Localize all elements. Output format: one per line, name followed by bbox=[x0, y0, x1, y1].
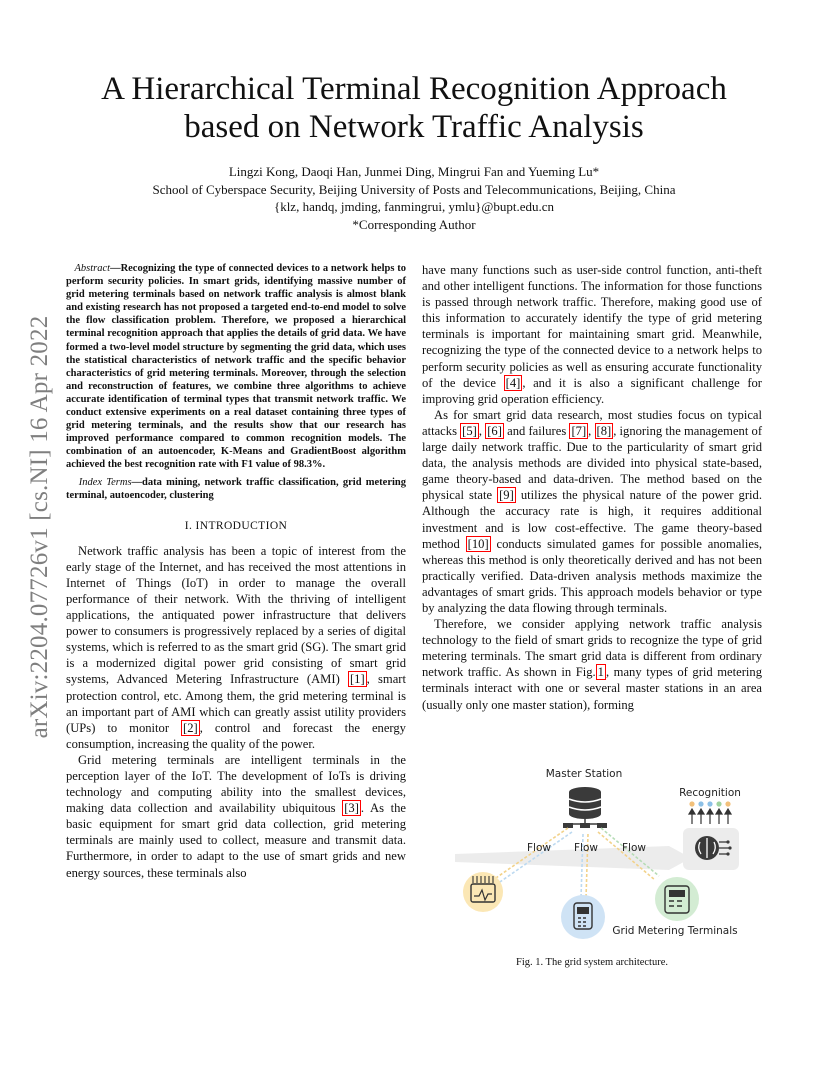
citation-link[interactable]: [8] bbox=[596, 423, 612, 438]
paragraph: Network traffic analysis has been a topic of interest from the early stage of the Internet, and has received the most attentions in Internet of Things (IoT) in order to manage the overall performance of their network. With the thriving of intelligent applications, the antiquated power infrastructure that delivers power to consumers is progressively replaced by a series of digital systems, which is referred to as the smart grid (SG). The smart grid is a modernized digital power grid consisting of smart grid systems, Advanced Metering Infrastructure (AMI) [1] , smart protection control, etc. Among them, the grid metering terminal is an important part of AMI which can greatly assist utility providers (UPs) to monitor [2] , control and forecast the energy consumption, increasing the quality of the power. bbox=[66, 543, 407, 751]
index-terms bbox=[66, 476, 406, 502]
recognition-dots bbox=[689, 801, 730, 806]
author-names: Lingzi Kong, Daoqi Han, Junmei Ding, Mingrui Fan and Yueming Lu* bbox=[228, 164, 600, 179]
paragraph: have many functions such as user-side control function, anti-theft and other intelligent functions. The information for those functions is passed through network traffic. Therefore, making good use of this information to accurately identify the type of grid metering terminals is important for maintaining smart grid. Meanwhile, recognizing the type of the connected device to a network helps to perform security policies as well as ensuring accurate functionality of the device [4] , and it is also a significant challenge for improving grid operation efficiency. bbox=[422, 263, 763, 406]
terminal-meter-icon bbox=[463, 872, 503, 912]
author-emails: {klz, handq, jmding, fanmingrui, ymlu}@bupt.edu.cn bbox=[273, 199, 555, 215]
grid-architecture-figure bbox=[455, 762, 755, 947]
section-heading: I. INTRODUCTION bbox=[184, 519, 288, 532]
paper-title bbox=[60, 70, 768, 146]
title-line-2: based on Network Traffic Analysis bbox=[184, 109, 644, 145]
citation-link[interactable]: [5] bbox=[462, 423, 477, 438]
arrows-up-icon bbox=[689, 809, 731, 824]
terminal-cabinet-icon bbox=[655, 877, 699, 921]
master-station-label: Master Station bbox=[545, 768, 623, 780]
arxiv-stamp: arXiv:2204.07726v1 [cs.NI] 16 Apr 2022 bbox=[26, 315, 53, 739]
citation-link[interactable]: [1] bbox=[349, 672, 365, 687]
citation-link[interactable]: [4] bbox=[505, 375, 521, 390]
index-terms-label: Index Terms bbox=[78, 476, 132, 488]
terminals-label: Grid Metering Terminals bbox=[612, 925, 738, 937]
flow-label: Flow bbox=[527, 842, 551, 854]
citation-link[interactable]: [3] bbox=[344, 801, 359, 816]
figure-link[interactable]: 1 bbox=[597, 665, 604, 680]
citation-link[interactable]: [6] bbox=[487, 423, 502, 438]
title-line-1: A Hierarchical Terminal Recognition Approach bbox=[101, 71, 727, 107]
author-block bbox=[60, 163, 768, 233]
brain-chip-icon bbox=[683, 828, 739, 870]
terminal-handheld-icon bbox=[561, 895, 605, 939]
citation-link[interactable]: [9] bbox=[499, 488, 514, 503]
paragraph: Therefore, we consider applying network traffic analysis technology to the field of smart grids to recognize the type of grid metering terminals. The smart grid data is different from ordinary network traffic. As shown in Fig. 1 , many types of grid metering terminals interact with one or several master stations in an area (usually only one master station), forming bbox=[422, 617, 762, 712]
server-icon bbox=[563, 787, 607, 828]
abstract-text: —Recognizing the type of connected devices to a network helps to perform security policies. In smart grids, identifying massive number of grid metering terminals based on network traffic analysis is almost blank and existing research has not proposed a targeted end-to-end model to solve the flow classification problem. Therefore, we proposed a hierarchical terminal recognition approach that applies the details of grid data. We have formed a two-level model structure by segmenting the grid data, which uses the statistical characteristics of network traffic and the specific behavior characteristics of grid metering terminals. Moreover, through the selection and reconstruction of features, we combine three algorithms to achieve accurate identification of terminal types that transmit network traffic. We conduct extensive experiments on a real dataset containing three types of grid metering terminals, and the results show that our research has improved performance compared to common recognition models. The combination of an autoencoder, K-Means and GradientBoost algorithm achieved the best recognition rate with F1 value of 98.3%. bbox=[66, 263, 406, 471]
citation-link[interactable]: [10] bbox=[467, 536, 489, 551]
flow-label: Flow bbox=[622, 842, 646, 854]
figure-caption: Fig. 1. The grid system architecture. bbox=[515, 957, 669, 968]
corresponding-note: *Corresponding Author bbox=[352, 216, 476, 232]
recognition-label: Recognition bbox=[679, 787, 741, 799]
paragraph: Grid metering terminals are intelligent terminals in the perception layer of the IoT. The development of IoTs is driving technology and computing ability into the smallest devices, making data collection and availability ubiquitous [3] . As the basic equipment for smart grid data collection, grid metering terminals are mainly used to collect, measure and transmit data. Furthermore, in order to adapt to the use of smart grids and new energy sources, these terminals also bbox=[66, 752, 407, 880]
citation-link[interactable]: [2] bbox=[183, 720, 198, 735]
flow-band bbox=[455, 846, 691, 870]
left-column bbox=[66, 262, 406, 881]
citation-link[interactable]: [7] bbox=[571, 423, 587, 438]
index-terms-text: —data mining, network traffic classification, grid metering terminal, autoencoder, clustering bbox=[66, 476, 406, 501]
abstract bbox=[66, 262, 406, 472]
affiliation: School of Cyberspace Security, Beijing University of Posts and Telecommunications, Beijing, China bbox=[152, 181, 676, 197]
right-column bbox=[422, 262, 762, 713]
abstract-label: Abstract bbox=[74, 263, 111, 274]
paragraph: As for smart grid data research, most studies focus on typical attacks [5] , [6] and failures [7] , [8] , ignoring the management of large daily network traffic. Due to the particularity of smart grid data, the analysis methods are divided into physical state-based, game theory-based and data-driven. The method based on the physical state [9] utilizes the physical nature of the power grid. Although the accuracy rate is high, it requires additional investment and is low cost-effective. The game theory-based method [10] conducts simulated games for possible anomalies, whereas this method is only theoretically derived and has not been practically verified. Data-driven analysis methods maximize the advantages of smart grids. This approach models behavior or type by analyzing the data flowing through terminals. bbox=[422, 407, 763, 615]
flow-label: Flow bbox=[574, 842, 598, 854]
